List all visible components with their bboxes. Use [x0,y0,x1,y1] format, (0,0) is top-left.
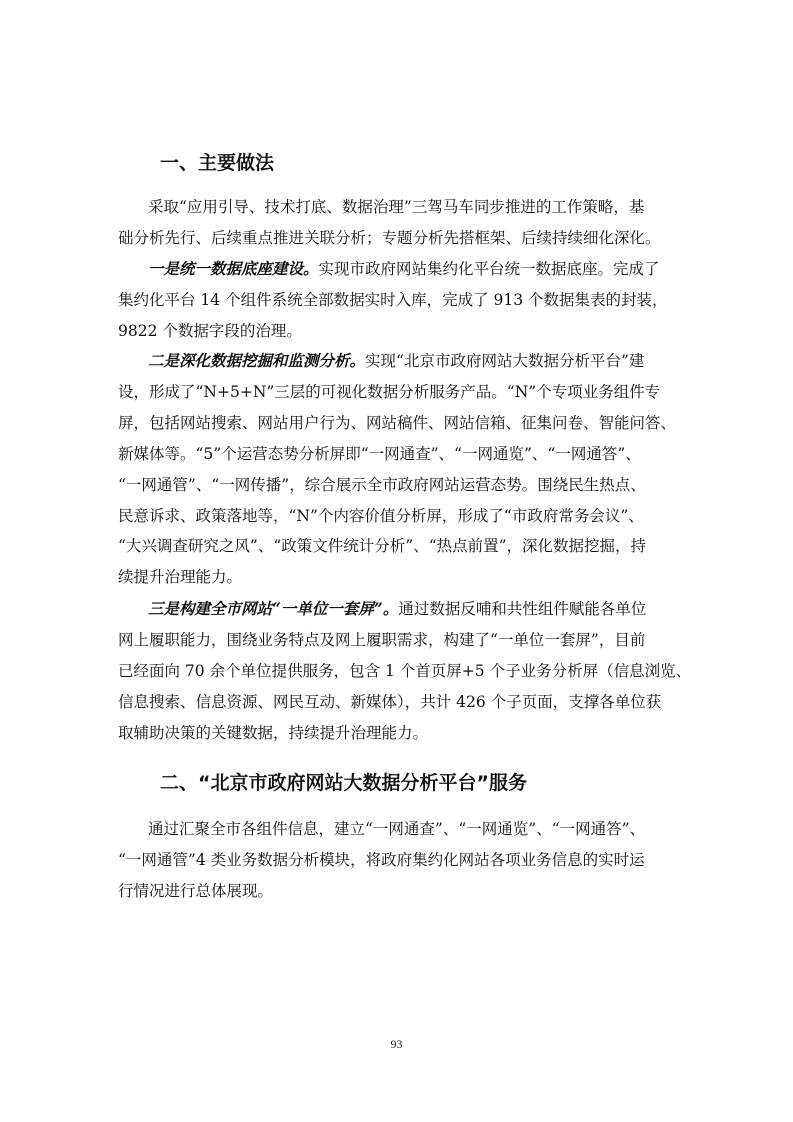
paragraph-lead: 三是构建全市网站“一单位一套屏”。 [148,599,399,618]
text-line: 9822 个数据字段的治理。 [118,321,302,340]
text-line: 础分析先行、后续重点推进关联分析；专题分析先搭框架、后续持续细化深化。 [118,228,661,247]
paragraph-data-mining [118,346,678,593]
paragraph-lead: 二是深化数据挖掘和监测分析。 [148,351,366,370]
text-line: “一网通管”、“一网传播”，综合展示全市政府网站运营态势。围绕民生热点、 [118,475,646,494]
text-line: 通过汇聚全市各组件信息，建立“一网通查”、“一网通览”、“一网通答”、 [148,820,646,838]
text-run: 实现“北京市政府网站大数据分析平台”建 [365,352,645,370]
paragraph-strategy [118,192,678,254]
text-line: 设，形成了“N+5+N”三层的可视化数据分析服务产品。“N”个专项业务组件专 [118,382,661,401]
text-line: “大兴调查研究之风”、“政策文件统计分析”、“热点前置”，深化数据挖掘，持 [118,537,647,556]
paragraph-lead: 一是统一数据底座建设。 [148,259,319,278]
text-line [118,346,678,377]
text-line: 民意诉求、政策落地等，“N”个内容价值分析屏，形成了“市政府常务会议”、 [118,506,644,525]
text-run: 通过数据反哺和共性组件赋能各单位 [398,600,647,618]
paragraph-platform-service [118,814,678,907]
section-heading-main-practices: 一、主要做法 [160,152,275,174]
text-line: 屏，包括网站搜索、网站用户行为、网站稿件、网站信箱、征集问卷、智能问答、 [118,413,677,432]
text-line: 网上履职能力，围绕业务特点及网上履职需求，构建了“一单位一套屏”，目前 [118,630,646,649]
section-heading-platform-service: 二、“北京市政府网站大数据分析平台”服务 [160,772,527,794]
text-line: 续提升治理能力。 [118,568,243,587]
text-line: 信息搜索、信息资源、网民互动、新媒体），共计 426 个子页面，支撑各单位获 [118,692,662,711]
text-run: 实现市政府网站集约化平台统一数据底座。完成了 [318,260,660,278]
text-line: 取辅助决策的关键数据，持续提升治理能力。 [118,723,429,742]
text-line [118,254,678,285]
text-line: 采取“应用引导、技术打底、数据治理”三驾马车同步推进的工作策略，基 [148,198,645,216]
text-line: 新媒体等。“5”个运营态势分析屏即“一网通查”、“一网通览”、“一网通答”、 [118,444,641,463]
text-line [118,594,678,625]
text-line: 集约化平台 14 个组件系统全部数据实时入库，完成了 913 个数据集表的封装， [118,290,668,309]
page-number: 93 [390,1037,403,1051]
text-line: 行情况进行总体展现。 [118,881,274,900]
text-line: 已经面向 70 余个单位提供服务，包含 1 个首页屏+5 个子业务分析屏（信息浏览、 [118,661,692,680]
text-line: “一网通管”4 类业务数据分析模块，将政府集约化网站各项业务信息的实时运 [118,850,645,869]
paragraph-data-foundation [118,254,678,347]
paragraph-unit-screens [118,594,692,749]
